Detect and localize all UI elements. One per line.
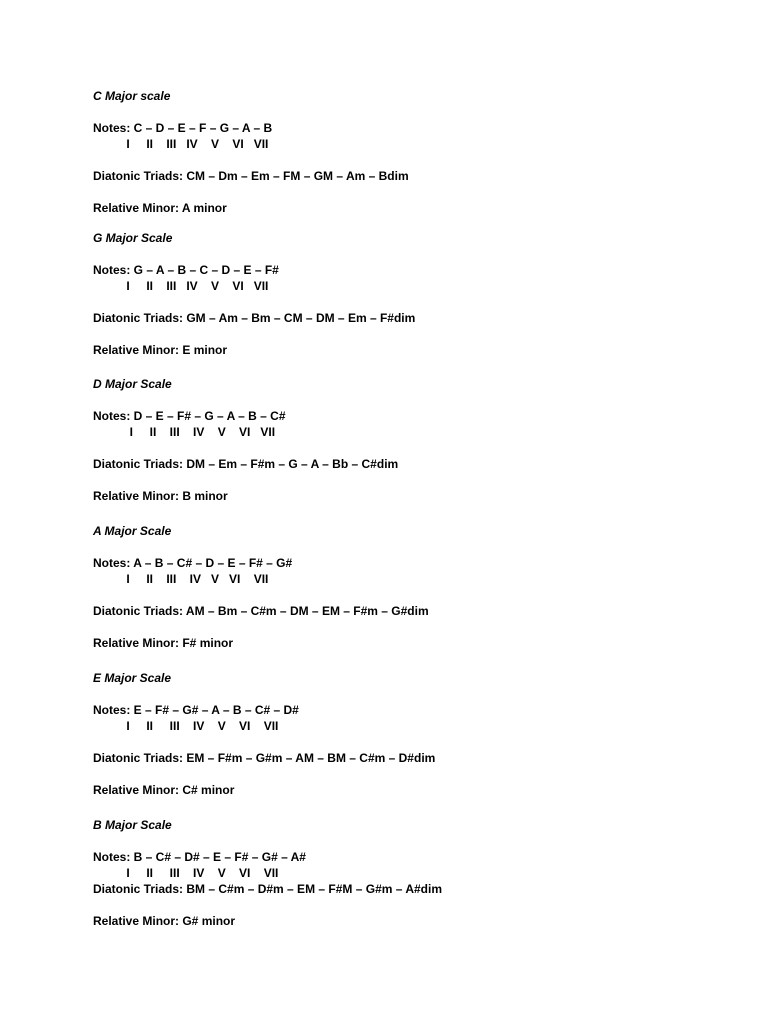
scale-degree-numerals: I II III IV V VI VII bbox=[93, 572, 269, 586]
scale-title: G Major Scale bbox=[93, 231, 173, 245]
scale-degree-numerals: I II III IV V VI VII bbox=[93, 137, 269, 151]
scale-title: A Major Scale bbox=[93, 524, 172, 538]
diatonic-triads: Diatonic Triads: EM – F#m – G#m – AM – BM – C#m – D#dim bbox=[93, 751, 436, 765]
diatonic-triads: Diatonic Triads: DM – Em – F#m – G – A – Bb – C#dim bbox=[93, 457, 399, 471]
scale-title: B Major Scale bbox=[93, 818, 172, 832]
scale-notes: Notes: D – E – F# – G – A – B – C# bbox=[93, 409, 286, 423]
diatonic-triads: Diatonic Triads: GM – Am – Bm – CM – DM – Em – F#dim bbox=[93, 311, 416, 325]
scale-degree-numerals: I II III IV V VI VII bbox=[93, 719, 279, 733]
scale-degree-numerals: I II III IV V VI VII bbox=[93, 866, 279, 880]
relative-minor: Relative Minor: F# minor bbox=[93, 636, 234, 650]
scale-notes: Notes: B – C# – D# – E – F# – G# – A# bbox=[93, 850, 306, 864]
scale-notes: Notes: C – D – E – F – G – A – B bbox=[93, 121, 273, 135]
scale-section-d bbox=[93, 376, 693, 504]
scale-notes: Notes: G – A – B – C – D – E – F# bbox=[93, 263, 279, 277]
relative-minor: Relative Minor: C# minor bbox=[93, 783, 235, 797]
relative-minor: Relative Minor: A minor bbox=[93, 201, 227, 215]
scale-section-c bbox=[93, 88, 693, 216]
scale-notes: Notes: E – F# – G# – A – B – C# – D# bbox=[93, 703, 299, 717]
relative-minor: Relative Minor: E minor bbox=[93, 343, 228, 357]
scale-title: E Major Scale bbox=[93, 671, 172, 685]
relative-minor: Relative Minor: B minor bbox=[93, 489, 228, 503]
scale-degree-numerals: I II III IV V VI VII bbox=[93, 425, 276, 439]
relative-minor: Relative Minor: G# minor bbox=[93, 914, 236, 928]
scale-section-e bbox=[93, 670, 693, 798]
scale-section-b bbox=[93, 817, 693, 929]
scale-notes: Notes: A – B – C# – D – E – F# – G# bbox=[93, 556, 293, 570]
diatonic-triads: Diatonic Triads: BM – C#m – D#m – EM – F#M – G#m – A#dim bbox=[93, 882, 442, 896]
diatonic-triads: Diatonic Triads: CM – Dm – Em – FM – GM – Am – Bdim bbox=[93, 169, 409, 183]
scale-title: C Major scale bbox=[93, 89, 171, 103]
scale-degree-numerals: I II III IV V VI VII bbox=[93, 279, 269, 293]
scale-title: D Major Scale bbox=[93, 377, 172, 391]
scale-section-g bbox=[93, 230, 693, 358]
scale-section-a bbox=[93, 523, 693, 651]
diatonic-triads: Diatonic Triads: AM – Bm – C#m – DM – EM – F#m – G#dim bbox=[93, 604, 429, 618]
